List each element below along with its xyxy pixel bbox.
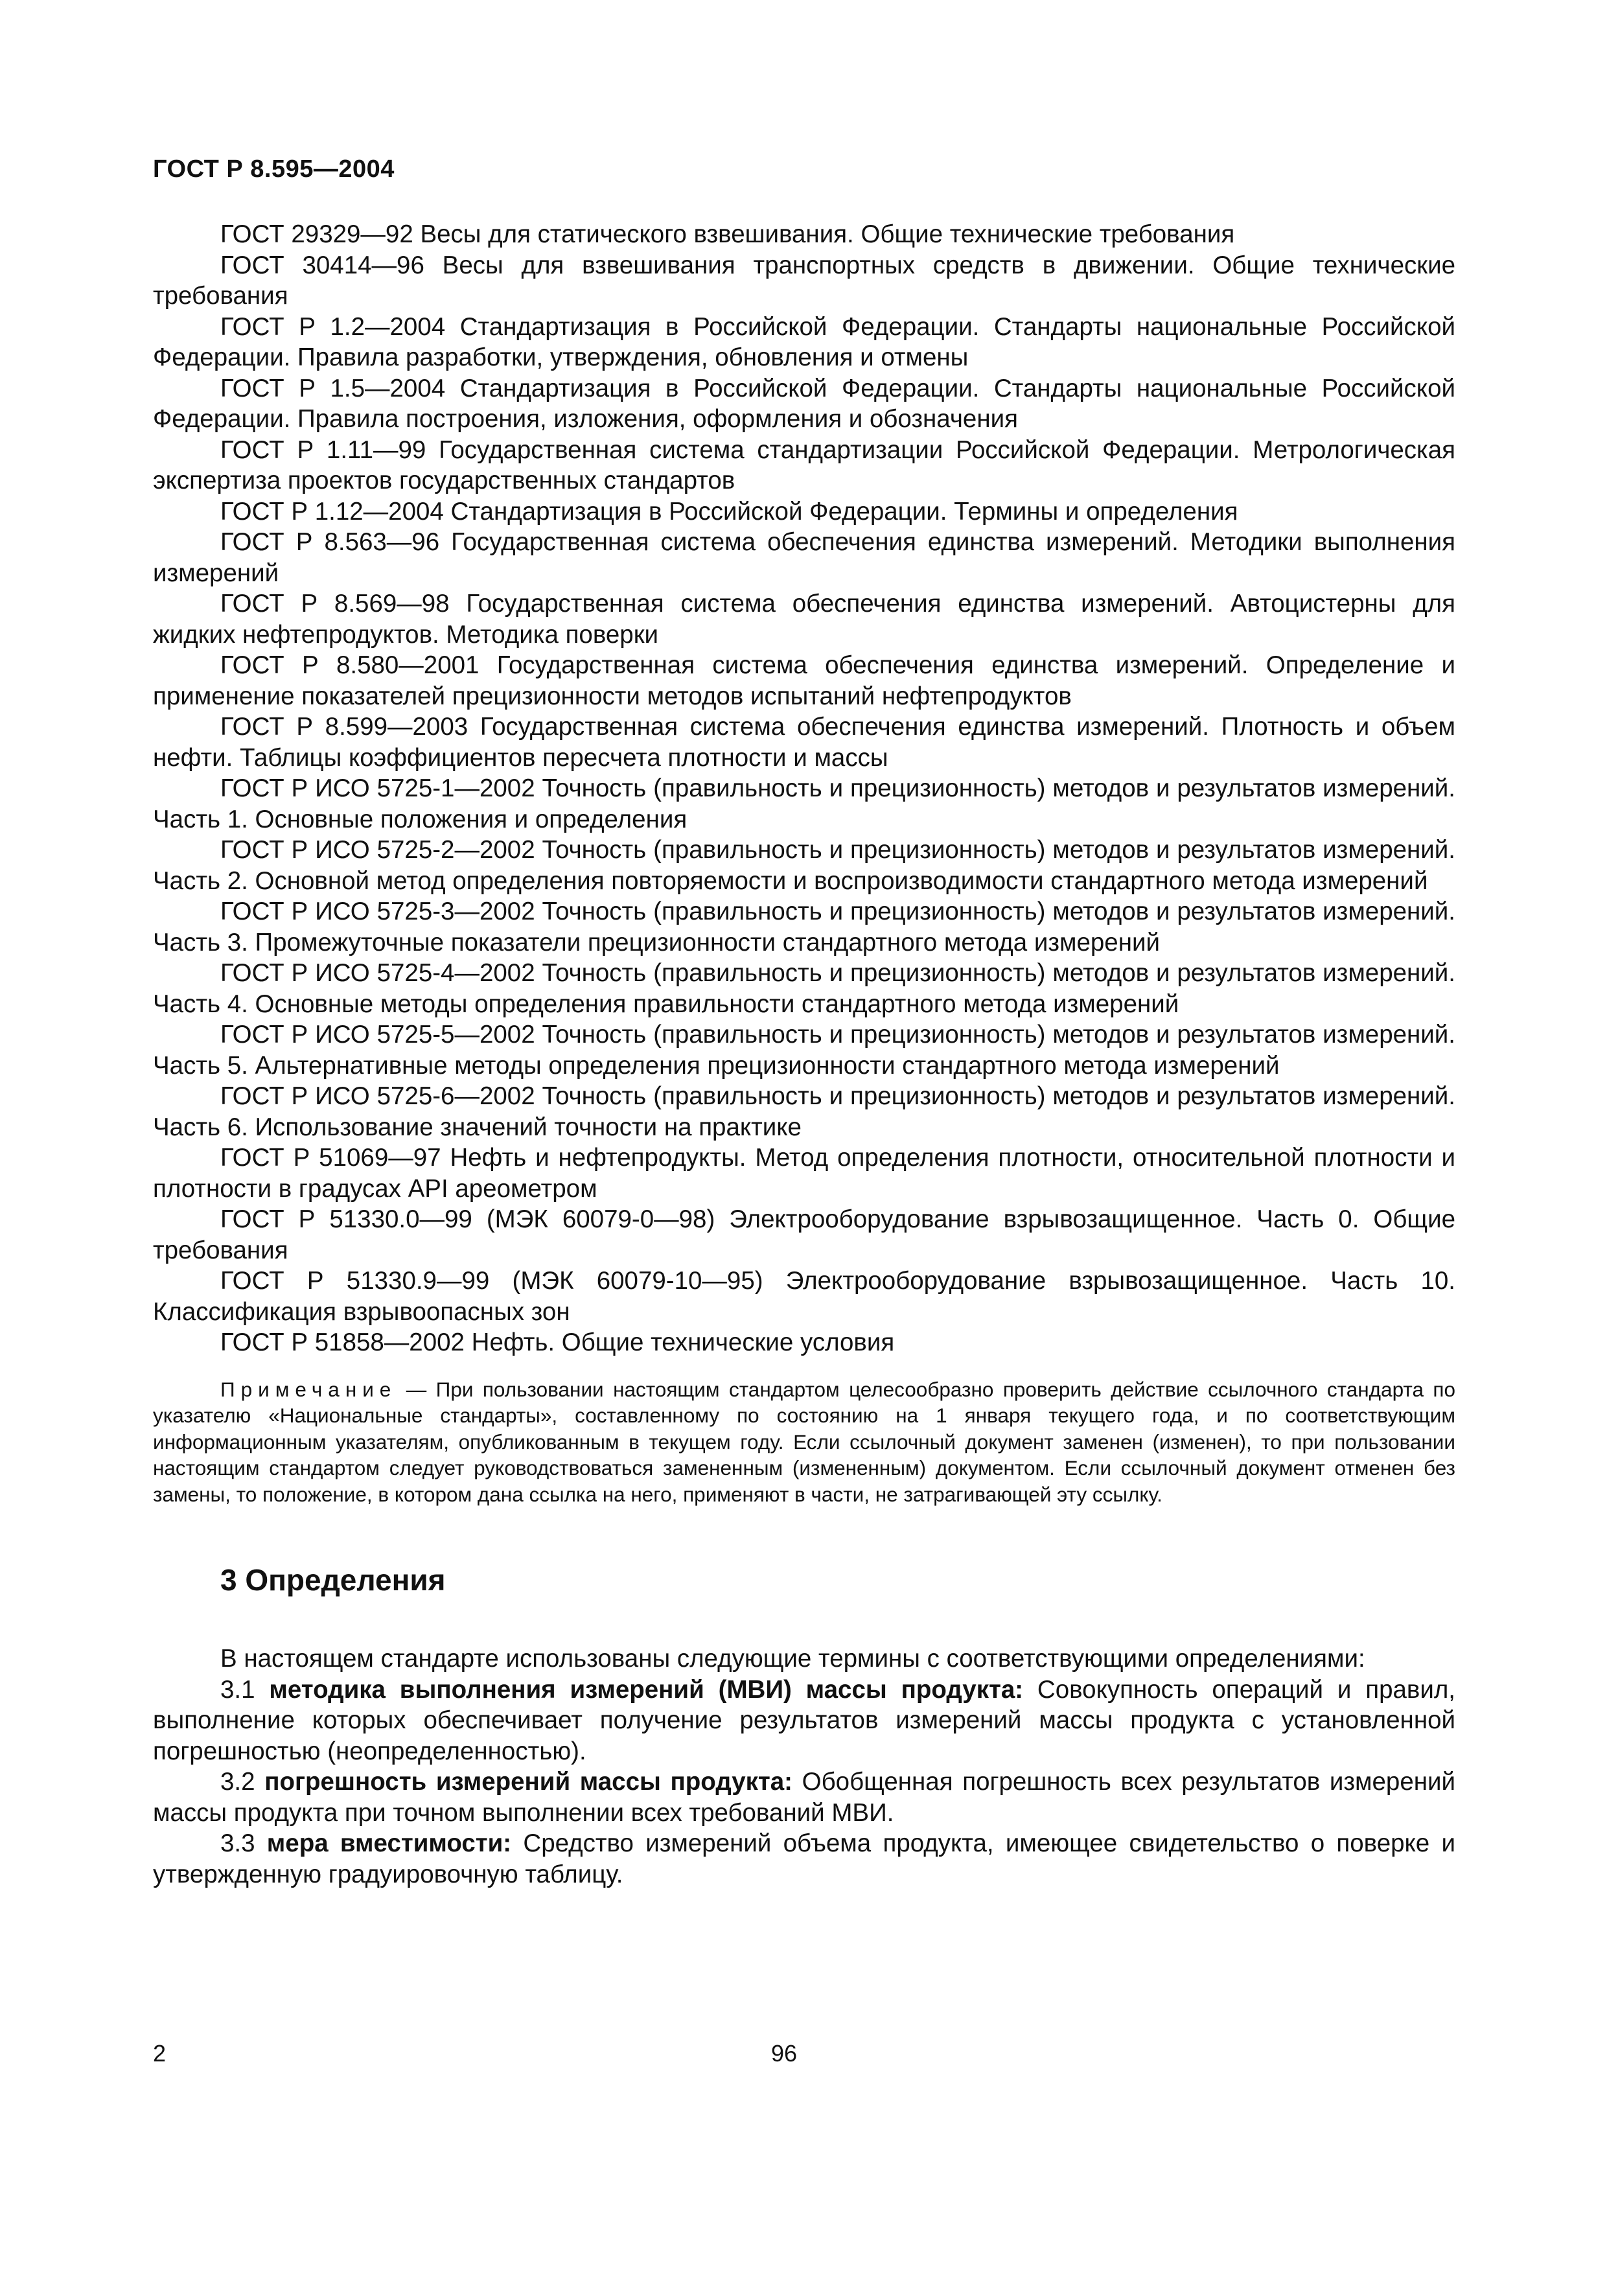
definition-number: 3.2 [220, 1768, 265, 1796]
reference-item: ГОСТ Р ИСО 5725-1—2002 Точность (правильность и прецизионность) методов и результатов измерений. Часть 1. Основные положения и определения [153, 774, 1455, 833]
reference-item: ГОСТ Р 51330.0—99 (МЭК 60079-0—98) Электрооборудование взрывозащищенное. Часть 0. Общие требования [153, 1205, 1455, 1264]
reference-item: ГОСТ Р 51069—97 Нефть и нефтепродукты. Метод определения плотности, относительной плотности и плотности в градусах API ареометром [153, 1144, 1455, 1203]
note-label: Примечание [220, 1377, 397, 1401]
definition-text: Обобщенная погрешность всех результатов измерений массы продукта при точном выполнении всех требований МВИ. [153, 1768, 1455, 1827]
page-number: 2 [153, 2040, 167, 2067]
definition-item [153, 1828, 1455, 1890]
reference-item: ГОСТ Р 51858—2002 Нефть. Общие технические условия [220, 1328, 895, 1356]
section-title: 3 Определения [220, 1563, 446, 1597]
definition-number: 3.1 [220, 1675, 270, 1704]
document-header: ГОСТ Р 8.595—2004 [153, 156, 395, 183]
reference-item: ГОСТ Р ИСО 5725-6—2002 Точность (правильность и прецизионность) методов и результатов измерений. Часть 6. Использование значений точности на практике [153, 1082, 1455, 1141]
reference-item: ГОСТ Р 8.569—98 Государственная система обеспечения единства измерений. Автоцистерны для жидких нефтепродуктов. Методика поверки [153, 590, 1455, 649]
sheet-number: 96 [771, 2040, 798, 2067]
section-intro: В настоящем стандарте использованы следующие термины с соответствующими определениями: [220, 1645, 1365, 1673]
reference-item: ГОСТ 30414—96 Весы для взвешивания транспортных средств в движении. Общие технические требования [153, 251, 1455, 310]
reference-item: ГОСТ Р ИСО 5725-4—2002 Точность (правильность и прецизионность) методов и результатов измерений. Часть 4. Основные методы определения правильности стандартного метода измерений [153, 959, 1455, 1018]
reference-item: ГОСТ Р 1.11—99 Государственная система стандартизации Российской Федерации. Метрологическая экспертиза проектов государственных стандартов [153, 435, 1455, 494]
reference-item: ГОСТ Р 1.12—2004 Стандартизация в Российской Федерации. Термины и определения [220, 497, 1238, 526]
document-body [153, 219, 1455, 1890]
note-text: — При пользовании настоящим стандартом целесообразно проверить действие ссылочного стандарта по указателю «Национальные стандарты», составленному по состоянию на 1 января текущего года, и по соответствующим информационным указателям, опубликованным в текущем году. Если ссылочный документ заменен (изменен), то при пользовании настоящим стандартом следует руководствоваться замененным (измененным) документом. Если ссылочный документ отменен без замены, то положение, в котором дана ссылка на него, применяют в части, не затрагивающей эту ссылку. [153, 1377, 1455, 1506]
reference-item: ГОСТ Р 8.563—96 Государственная система обеспечения единства измерений. Методики выполнения измерений [153, 528, 1455, 587]
definition-number: 3.3 [220, 1829, 267, 1857]
definition-text: Средство измерений объема продукта, имеющее свидетельство о поверке и утвержденную градуировочную таблицу. [153, 1829, 1455, 1888]
definition-term: мера вместимости: [266, 1829, 512, 1857]
reference-list [153, 219, 1455, 1358]
definition-item [153, 1675, 1455, 1767]
reference-item: ГОСТ Р 8.599—2003 Государственная система обеспечения единства измерений. Плотность и объем нефти. Таблицы коэффициентов пересчета плотности и массы [153, 713, 1455, 772]
definition-term: погрешность измерений массы продукта: [264, 1768, 792, 1796]
reference-item: ГОСТ Р ИСО 5725-3—2002 Точность (правильность и прецизионность) методов и результатов измерений. Часть 3. Промежуточные показатели прецизионности стандартного метода измерений [153, 898, 1455, 957]
reference-item: ГОСТ Р ИСО 5725-5—2002 Точность (правильность и прецизионность) методов и результатов измерений. Часть 5. Альтернативные методы определения прецизионности стандартного метода измерений [153, 1021, 1455, 1080]
definition-term: методика выполнения измерений (МВИ) массы продукта: [269, 1675, 1024, 1704]
reference-item: ГОСТ Р 1.5—2004 Стандартизация в Российской Федерации. Стандарты национальные Российской Федерации. Правила построения, изложения, оформления и обозначения [153, 374, 1455, 433]
reference-item: ГОСТ Р 51330.9—99 (МЭК 60079-10—95) Электрооборудование взрывозащищенное. Часть 10. Классификация взрывоопасных зон [153, 1267, 1455, 1326]
reference-item: ГОСТ Р ИСО 5725-2—2002 Точность (правильность и прецизионность) методов и результатов измерений. Часть 2. Основной метод определения повторяемости и воспроизводимости стандартного метода измерений [153, 836, 1455, 895]
note-paragraph [153, 1376, 1455, 1508]
reference-item: ГОСТ Р 8.580—2001 Государственная система обеспечения единства измерений. Определение и применение показателей прецизионности методов испытаний нефтепродуктов [153, 651, 1455, 710]
reference-item: ГОСТ Р 1.2—2004 Стандартизация в Российской Федерации. Стандарты национальные Российской Федерации. Правила разработки, утверждения, обновления и отмены [153, 312, 1455, 371]
definition-text: Совокупность операций и правил, выполнение которых обеспечивает получение результатов измерений массы продукта с установленной погрешностью (неопределенностью). [153, 1675, 1456, 1765]
reference-item: ГОСТ 29329—92 Весы для статического взвешивания. Общие технические требования [220, 220, 1235, 248]
definition-item [153, 1767, 1455, 1828]
